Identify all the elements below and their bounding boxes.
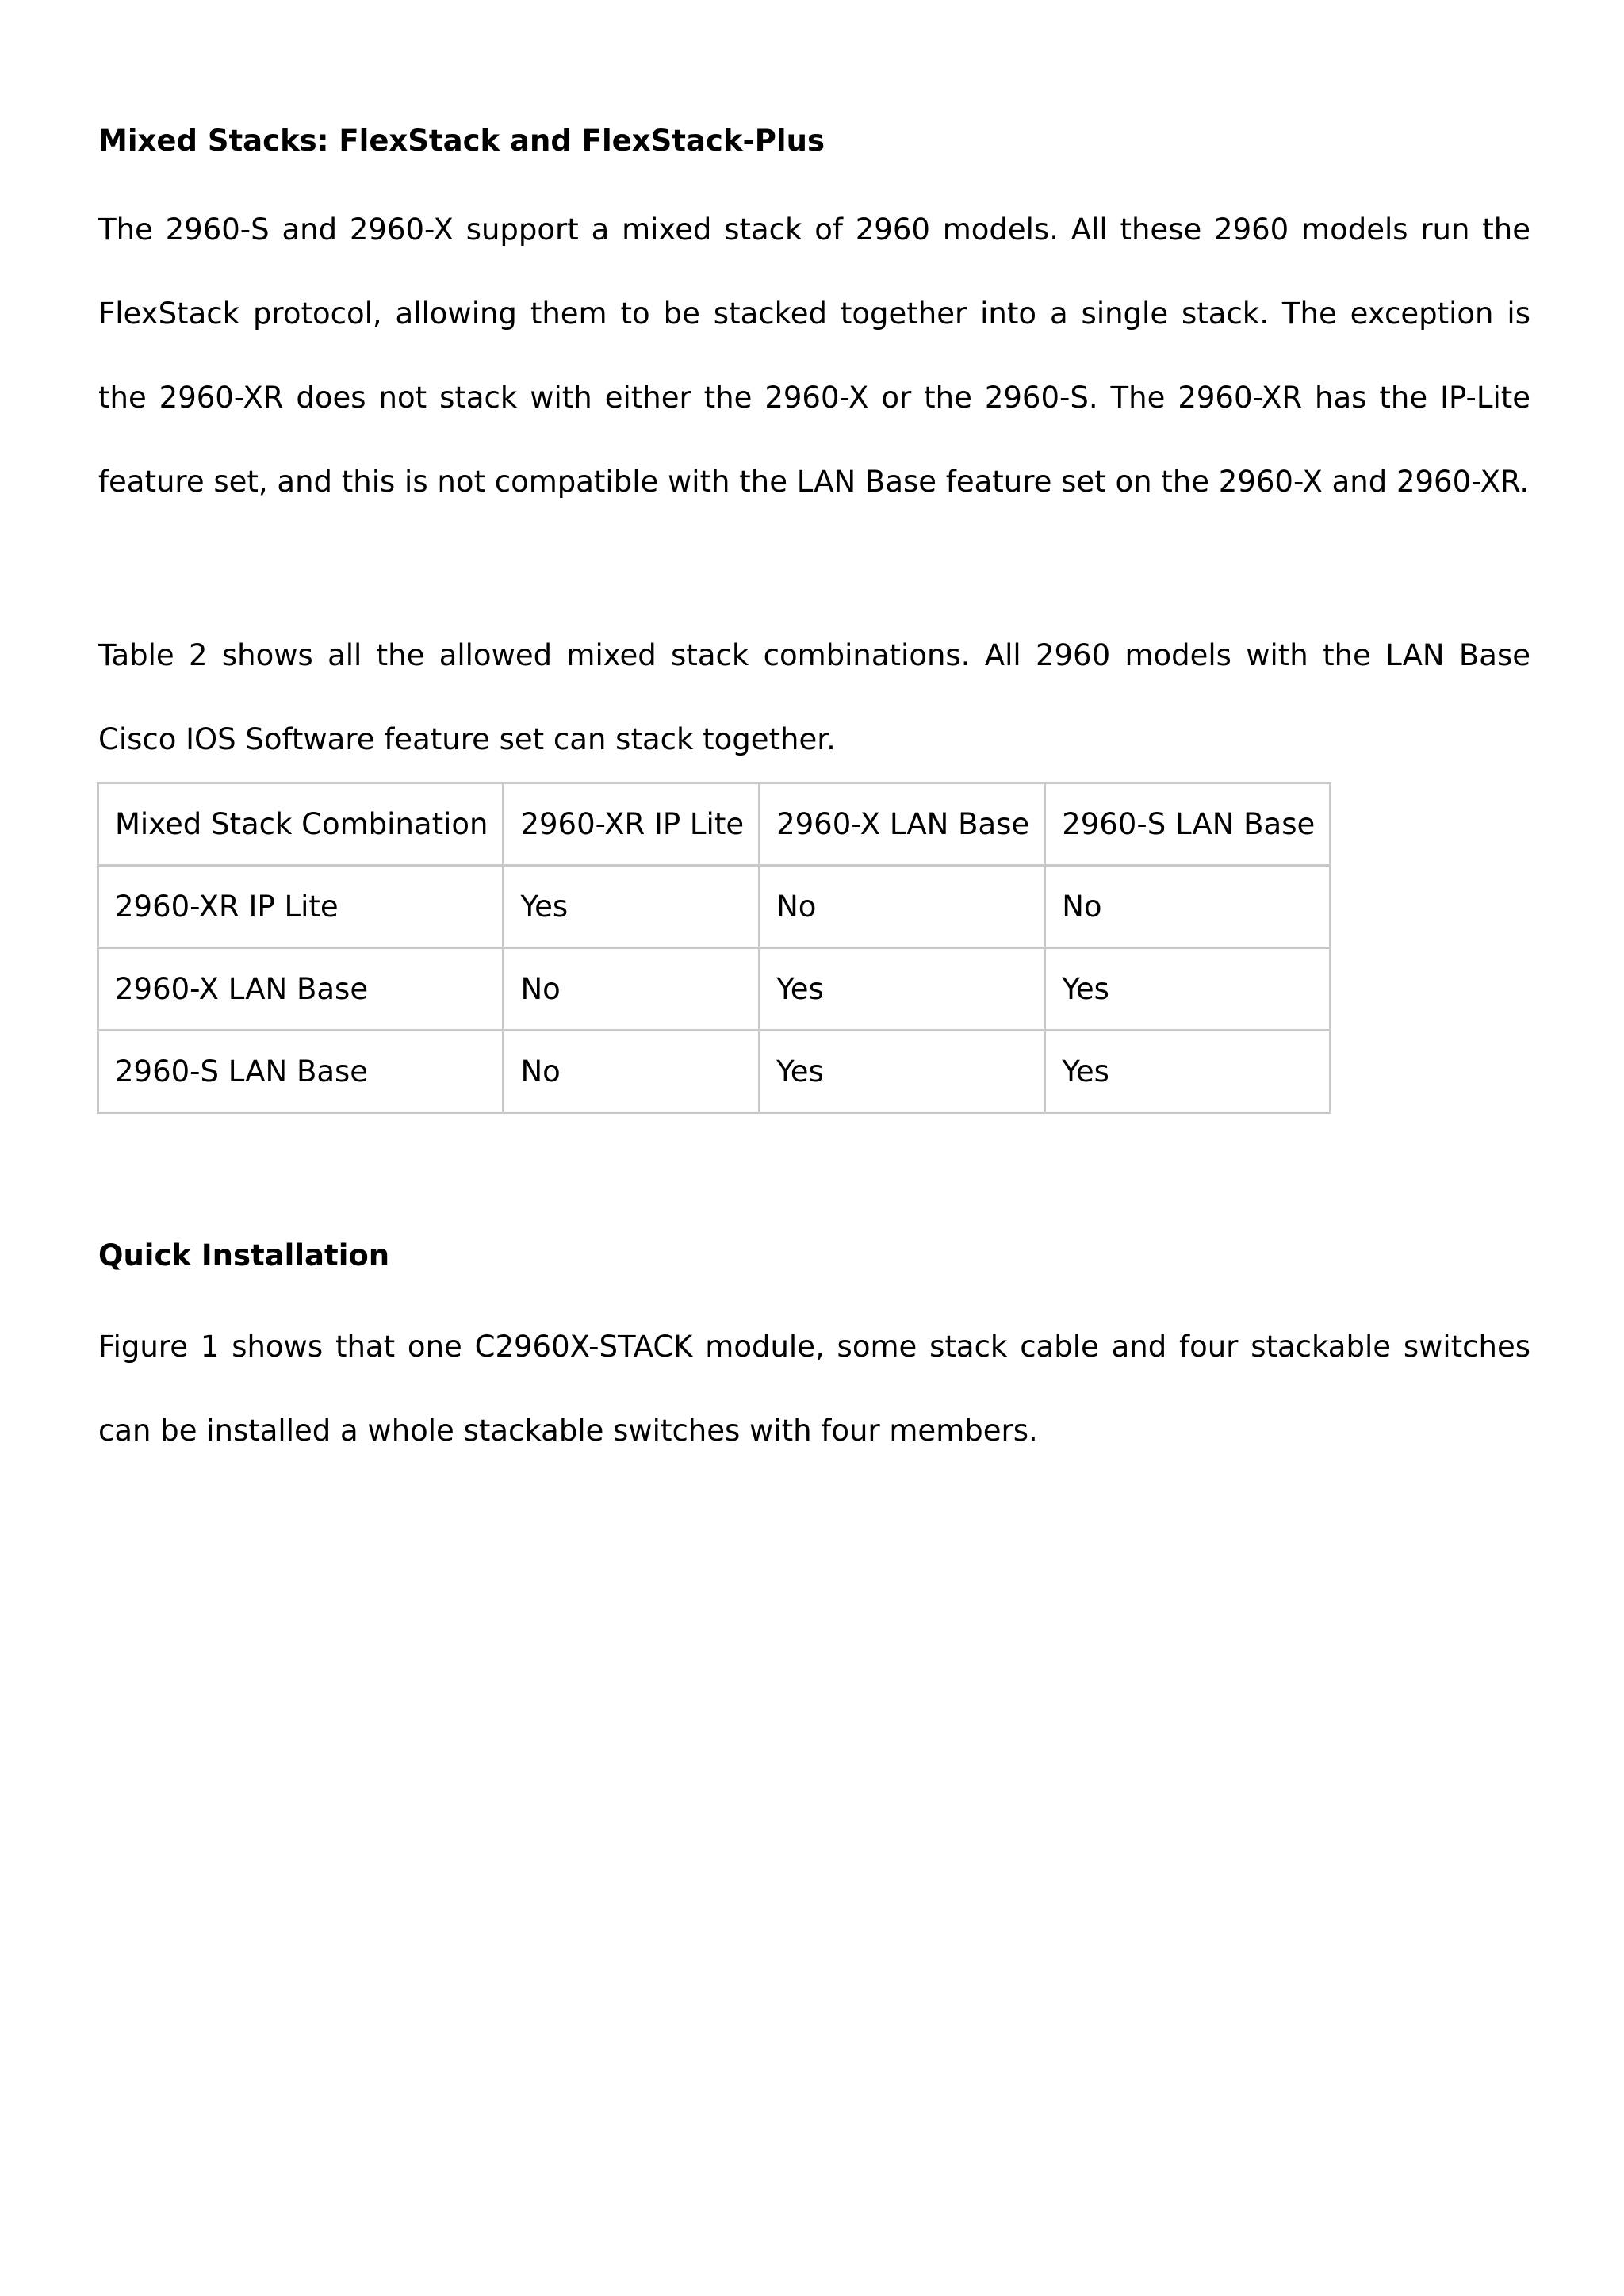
- quick-installation-paragraph: Figure 1 shows that one C2960X-STACK module, some stack cable and four stackable switches can be installed a whole stackable switches with four members.: [98, 1330, 1530, 1448]
- table-cell: Yes: [1045, 1031, 1331, 1113]
- table-row: [98, 1031, 1331, 1113]
- mixed-stack-combination-table: [97, 782, 1331, 1114]
- table-cell: 2960-X LAN Base: [98, 948, 504, 1031]
- table-cell: 2960-S LAN Base: [98, 1031, 504, 1113]
- table-row: [98, 948, 1331, 1031]
- table-cell: Yes: [760, 1031, 1045, 1113]
- table-header-cell: 2960-X LAN Base: [760, 783, 1045, 866]
- table-cell: 2960-XR IP Lite: [98, 866, 504, 948]
- table-cell: No: [1045, 866, 1331, 948]
- table-cell: Yes: [760, 948, 1045, 1031]
- table-cell: Yes: [1045, 948, 1331, 1031]
- table-cell: Yes: [504, 866, 760, 948]
- mixed-stacks-paragraph: The 2960-S and 2960-X support a mixed stack of 2960 models. All these 2960 models run the FlexStack protocol, allowing them to be stacked together into a single stack. The exception is the 2960-XR does not stack with either the 2960-X or the 2960-S. The 2960-XR has the IP-Lite feature set, and this is not compatible with the LAN Base feature set on the 2960-X and 2960-XR.: [98, 212, 1530, 499]
- table-header-row: [98, 783, 1331, 866]
- section-heading-mixed-stacks: Mixed Stacks: FlexStack and FlexStack-Plus: [98, 124, 825, 158]
- section-heading-quick-installation: Quick Installation: [98, 1238, 390, 1272]
- table-cell: No: [504, 948, 760, 1031]
- table-header-cell: 2960-S LAN Base: [1045, 783, 1331, 866]
- table-header-cell: 2960-XR IP Lite: [504, 783, 760, 866]
- table-cell: No: [504, 1031, 760, 1113]
- table-header-cell: Mixed Stack Combination: [98, 783, 504, 866]
- table-cell: No: [760, 866, 1045, 948]
- table-intro-paragraph: Table 2 shows all the allowed mixed stack combinations. All 2960 models with the LAN Base Cisco IOS Software feature set can stack together.: [98, 638, 1530, 756]
- table-row: [98, 866, 1331, 948]
